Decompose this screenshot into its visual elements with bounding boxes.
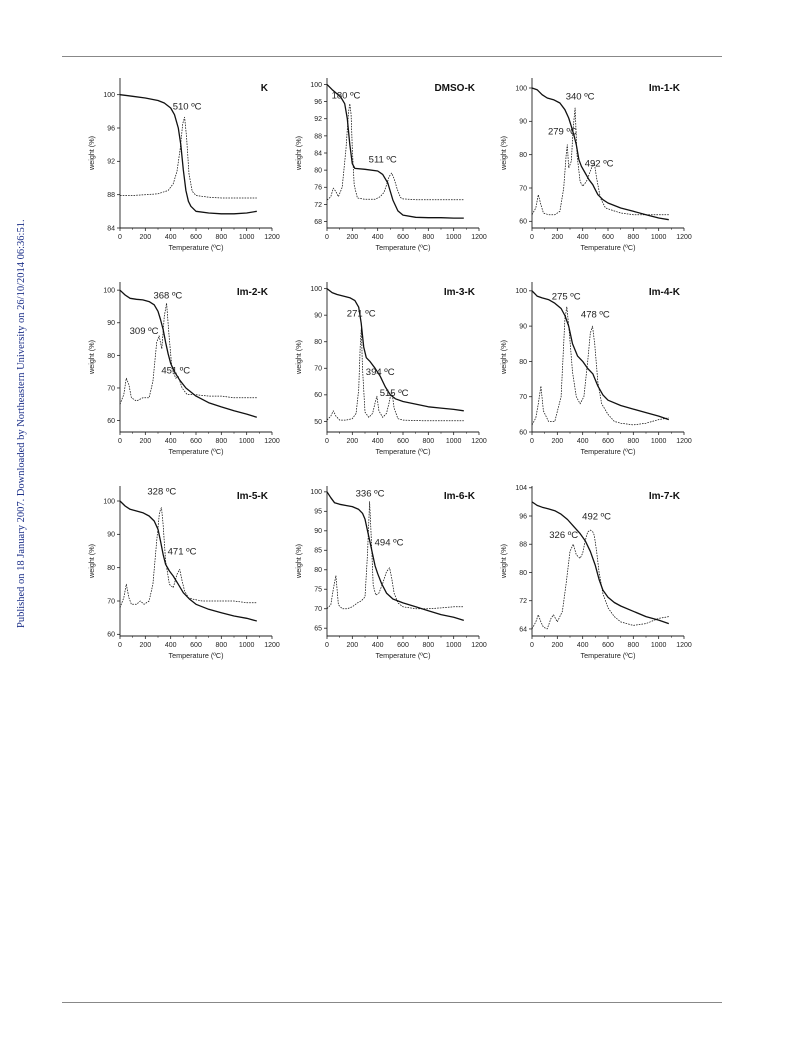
peak-temperature-label: 279 ºC [547, 126, 577, 138]
peak-temperature-label: 275 ºC [551, 291, 581, 303]
x-axis-label: Temperature (ºC) [375, 243, 431, 252]
x-tick-label: 800 [627, 642, 640, 649]
x-tick-label: 1200 [471, 642, 487, 649]
x-axis-label: Temperature (ºC) [168, 651, 224, 660]
y-tick-label: 80 [519, 152, 527, 160]
y-tick-label: 80 [314, 339, 322, 347]
x-tick-label: 1200 [676, 642, 692, 649]
y-tick-label: 88 [519, 541, 527, 549]
x-tick-label: 800 [215, 642, 228, 649]
y-tick-label: 100 [310, 81, 322, 89]
x-tick-label: 200 [346, 438, 359, 445]
axes-frame [120, 282, 272, 432]
x-tick-label: 1000 [238, 234, 255, 241]
y-tick-label: 76 [314, 184, 322, 192]
y-tick-label: 84 [107, 225, 115, 233]
weight-loss-curve [120, 290, 257, 417]
dtg-curve [120, 303, 257, 404]
x-tick-label: 0 [530, 438, 534, 445]
weight-loss-curve [532, 88, 669, 220]
tga-panel-im-2-k [72, 276, 292, 466]
y-tick-label: 90 [519, 118, 527, 126]
y-tick-label: 92 [314, 116, 322, 124]
x-tick-label: 0 [325, 234, 329, 241]
y-tick-label: 88 [107, 192, 115, 200]
panel-title: Im-4-K [648, 287, 680, 298]
y-tick-label: 90 [107, 531, 115, 539]
y-tick-label: 70 [519, 394, 527, 402]
y-tick-label: 72 [314, 201, 322, 209]
y-axis-label: weight (%) [87, 340, 96, 374]
x-tick-label: 1200 [471, 438, 487, 445]
x-axis-label: Temperature (ºC) [168, 447, 224, 456]
x-tick-label: 400 [576, 234, 589, 241]
x-tick-label: 1200 [264, 234, 280, 241]
x-tick-label: 600 [602, 234, 614, 241]
x-tick-label: 0 [325, 438, 329, 445]
y-tick-label: 100 [310, 286, 322, 294]
x-axis-label: Temperature (ºC) [375, 447, 431, 456]
y-tick-label: 70 [314, 606, 322, 614]
peak-temperature-label: 394 ºC [365, 366, 395, 378]
x-tick-label: 1200 [471, 234, 487, 241]
x-tick-label: 1000 [445, 234, 462, 241]
x-tick-label: 800 [422, 234, 435, 241]
x-tick-label: 0 [530, 234, 534, 241]
x-tick-label: 1000 [445, 438, 462, 445]
x-tick-label: 1000 [650, 642, 667, 649]
panel-title: Im-7-K [648, 491, 680, 502]
y-tick-label: 100 [103, 498, 115, 506]
y-tick-label: 84 [314, 150, 322, 158]
peak-temperature-label: 336 ºC [355, 488, 385, 500]
x-tick-label: 800 [215, 234, 228, 241]
x-tick-label: 800 [215, 438, 228, 445]
y-tick-label: 88 [314, 133, 322, 141]
y-tick-label: 90 [107, 320, 115, 328]
x-tick-label: 600 [190, 642, 202, 649]
peak-temperature-label: 511 ºC [368, 154, 397, 166]
peak-temperature-label: 492 ºC [582, 511, 612, 523]
x-tick-label: 600 [190, 234, 202, 241]
y-axis-label: weight (%) [294, 136, 303, 170]
x-tick-label: 200 [139, 642, 152, 649]
x-tick-label: 400 [164, 234, 177, 241]
y-tick-label: 60 [107, 417, 115, 425]
peak-temperature-label: 515 ºC [379, 388, 409, 400]
peak-temperature-label: 326 ºC [549, 529, 579, 541]
peak-temperature-label: 478 ºC [580, 309, 610, 321]
x-tick-label: 600 [397, 642, 409, 649]
dtg-curve [532, 530, 669, 629]
peak-temperature-label: 271 ºC [346, 308, 376, 320]
y-tick-label: 100 [515, 288, 527, 296]
dtg-curve [532, 307, 669, 425]
y-axis-label: weight (%) [294, 340, 303, 374]
tga-panel-im-3-k [279, 276, 499, 466]
x-tick-label: 400 [576, 642, 589, 649]
x-tick-label: 1200 [264, 438, 280, 445]
y-tick-label: 104 [515, 485, 527, 493]
y-tick-label: 70 [107, 385, 115, 393]
top-rule [62, 56, 722, 57]
publication-note [2, 210, 27, 630]
publication-note-text: Published on 18 January 2007. Downloaded by Northeastern University on 26/10/2014 06:36:51. [16, 219, 27, 628]
tga-panel-im-1-k [484, 72, 704, 262]
y-tick-label: 80 [519, 569, 527, 577]
y-tick-label: 80 [107, 565, 115, 573]
y-tick-label: 100 [310, 489, 322, 497]
y-tick-label: 100 [103, 92, 115, 100]
x-tick-label: 600 [602, 642, 614, 649]
weight-loss-curve [327, 84, 464, 218]
x-tick-label: 1000 [238, 438, 255, 445]
tga-panel-im-5-k [72, 480, 292, 670]
y-axis-label: weight (%) [87, 544, 96, 578]
x-tick-label: 1000 [445, 642, 462, 649]
x-tick-label: 1000 [650, 234, 667, 241]
axes-frame [120, 78, 272, 228]
y-tick-label: 60 [519, 218, 527, 226]
x-tick-label: 0 [530, 642, 534, 649]
y-tick-label: 70 [314, 365, 322, 373]
y-tick-label: 90 [519, 323, 527, 331]
x-tick-label: 800 [422, 438, 435, 445]
tga-panel-dmso-k [279, 72, 499, 262]
x-tick-label: 1200 [676, 438, 692, 445]
x-tick-label: 0 [118, 234, 122, 241]
panel-title: K [260, 83, 268, 94]
panel-title: DMSO-K [434, 83, 475, 94]
y-axis-label: weight (%) [87, 136, 96, 170]
x-tick-label: 400 [576, 438, 589, 445]
peak-temperature-label: 328 ºC [147, 486, 177, 498]
y-tick-label: 60 [314, 392, 322, 400]
y-tick-label: 64 [519, 626, 527, 634]
y-tick-label: 96 [107, 125, 115, 133]
y-tick-label: 75 [314, 586, 322, 594]
peak-temperature-label: 471 ºC [167, 546, 197, 558]
weight-loss-curve [120, 501, 257, 621]
dtg-curve [120, 117, 257, 198]
x-tick-label: 1200 [264, 642, 280, 649]
x-tick-label: 800 [422, 642, 435, 649]
y-tick-label: 96 [314, 98, 322, 106]
x-tick-label: 400 [371, 234, 384, 241]
y-tick-label: 60 [519, 429, 527, 437]
tga-panel-k [72, 72, 292, 262]
x-axis-label: Temperature (ºC) [580, 447, 636, 456]
x-tick-label: 400 [164, 438, 177, 445]
y-tick-label: 90 [314, 312, 322, 320]
axes-frame [532, 282, 684, 432]
y-tick-label: 80 [519, 358, 527, 366]
panel-title: Im-5-K [236, 491, 268, 502]
peak-temperature-label: 368 ºC [153, 290, 183, 302]
tga-panel-im-7-k [484, 480, 704, 670]
x-tick-label: 200 [346, 642, 359, 649]
peak-temperature-label: 340 ºC [565, 91, 595, 103]
x-tick-label: 400 [164, 642, 177, 649]
peak-temperature-label: 492 ºC [584, 158, 614, 170]
x-tick-label: 1200 [676, 234, 692, 241]
y-tick-label: 80 [107, 352, 115, 360]
x-tick-label: 1000 [650, 438, 667, 445]
y-axis-label: weight (%) [499, 136, 508, 170]
weight-loss-curve [327, 492, 464, 621]
x-axis-label: Temperature (ºC) [580, 243, 636, 252]
x-tick-label: 200 [346, 234, 359, 241]
x-tick-label: 200 [139, 234, 152, 241]
panel-title: Im-2-K [236, 287, 268, 298]
y-tick-label: 50 [314, 418, 322, 426]
y-tick-label: 95 [314, 508, 322, 516]
y-tick-label: 80 [314, 167, 322, 175]
peak-temperature-label: 309 ºC [129, 326, 159, 338]
x-tick-label: 200 [551, 642, 564, 649]
y-axis-label: weight (%) [499, 544, 508, 578]
x-tick-label: 800 [627, 438, 640, 445]
x-tick-label: 200 [551, 438, 564, 445]
x-tick-label: 600 [397, 438, 409, 445]
x-axis-label: Temperature (ºC) [375, 651, 431, 660]
x-tick-label: 600 [190, 438, 202, 445]
panel-title: Im-3-K [443, 287, 475, 298]
axes-frame [120, 486, 272, 636]
axes-frame [327, 486, 479, 636]
x-tick-label: 800 [627, 234, 640, 241]
panel-title: Im-1-K [648, 83, 680, 94]
x-tick-label: 200 [139, 438, 152, 445]
x-tick-label: 400 [371, 642, 384, 649]
axes-frame [532, 486, 684, 636]
y-tick-label: 68 [314, 218, 322, 226]
x-tick-label: 0 [118, 438, 122, 445]
y-tick-label: 72 [519, 598, 527, 606]
bottom-rule [62, 1002, 722, 1003]
peak-temperature-label: 180 ºC [331, 90, 361, 102]
peak-temperature-label: 451 ºC [161, 365, 191, 377]
dtg-curve [120, 508, 257, 608]
y-tick-label: 96 [519, 513, 527, 521]
y-tick-label: 90 [314, 528, 322, 536]
dtg-curve [327, 502, 464, 609]
y-tick-label: 100 [103, 287, 115, 295]
y-tick-label: 70 [107, 598, 115, 606]
x-axis-label: Temperature (ºC) [168, 243, 224, 252]
peak-temperature-label: 510 ºC [172, 101, 202, 113]
y-tick-label: 70 [519, 185, 527, 193]
y-tick-label: 92 [107, 158, 115, 166]
dtg-curve [327, 329, 464, 421]
y-tick-label: 100 [515, 85, 527, 93]
tga-panel-im-4-k [484, 276, 704, 466]
y-tick-label: 60 [107, 631, 115, 639]
x-tick-label: 1000 [238, 642, 255, 649]
y-tick-label: 80 [314, 567, 322, 575]
tga-panel-im-6-k [279, 480, 499, 670]
y-axis-label: weight (%) [499, 340, 508, 374]
x-tick-label: 0 [118, 642, 122, 649]
peak-temperature-label: 494 ºC [374, 537, 404, 549]
x-axis-label: Temperature (ºC) [580, 651, 636, 660]
panel-title: Im-6-K [443, 491, 475, 502]
x-tick-label: 200 [551, 234, 564, 241]
x-tick-label: 600 [397, 234, 409, 241]
y-axis-label: weight (%) [294, 544, 303, 578]
y-tick-label: 65 [314, 625, 322, 633]
y-tick-label: 85 [314, 547, 322, 555]
x-tick-label: 400 [371, 438, 384, 445]
x-tick-label: 600 [602, 438, 614, 445]
x-tick-label: 0 [325, 642, 329, 649]
